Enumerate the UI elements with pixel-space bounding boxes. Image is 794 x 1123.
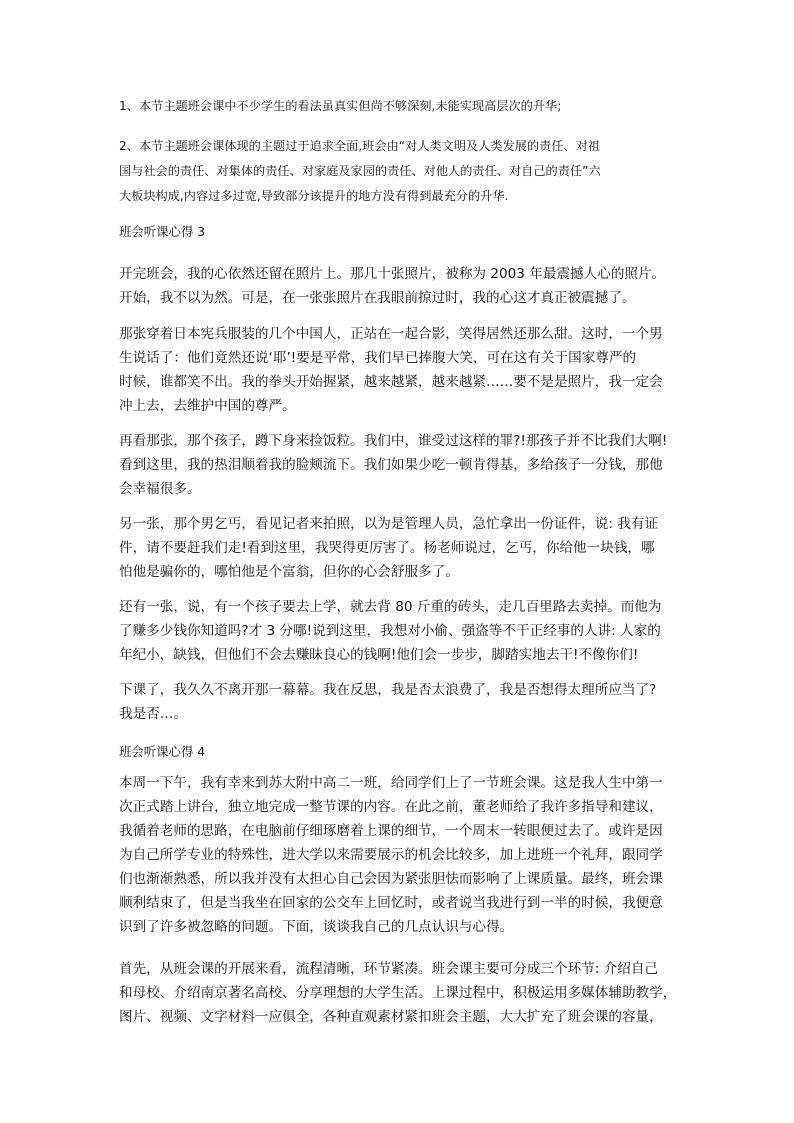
text-line: 开完班会，我的心依然还留在照片上。那几十张照片，被称为 2003 年最震撼人心的照片。	[119, 266, 666, 282]
text-line: 年纪小，缺钱，但他们不会去赚昧良心的钱啊!他们会一步步，脚踏实地去干!不像你们!	[119, 647, 639, 663]
text-line: 会幸福很多。	[119, 481, 201, 497]
text-line: 我循着老师的思路，在电脑前仔细琢磨着上课的细节，一个周末一转眼便过去了。或许是因	[119, 823, 663, 839]
paragraph	[119, 957, 679, 1029]
text-line: 件，请不要赶我们走!看到这里，我哭得更厉害了。杨老师说过，乞丐，你给他一块钱，哪	[119, 540, 655, 556]
section-heading-3: 班会听课心得 3	[119, 224, 206, 239]
text-line: 生说话了：他们竟然还说‘耶’!要是平常，我们早已捧腹大笑，可在这有关于国家尊严的	[119, 350, 637, 366]
section-heading-4: 班会听课心得 4	[119, 744, 206, 759]
text-line: 还有一张，说，有一个孩子要去上学，就去背 80 斤重的砖头，走几百里路去卖掉。而他为	[119, 599, 662, 615]
paragraph-summary-2	[119, 134, 679, 209]
paragraph	[119, 512, 679, 584]
paragraph	[119, 771, 679, 939]
text-line: 那张穿着日本宪兵服装的几个中国人，正站在一起合影，笑得居然还那么甜。这时，一个男	[119, 326, 663, 342]
paragraph-summary-1	[119, 94, 679, 119]
text-line: 冲上去，去维护中国的尊严。	[119, 398, 296, 414]
text-line: 看到这里，我的热泪顺着我的脸颊流下。我们如果少吃一顿肯得基，多给孩子一分钱，那他	[119, 457, 663, 473]
paragraph	[119, 429, 679, 501]
text-line: 了赚多少钱你知道吗?才 3 分哪!说到这里，我想对小偷、强盗等不干正经事的人讲: 人家的	[119, 623, 661, 639]
text-line: 再看那张，那个孩子，蹲下身来捡饭粒。我们中，谁受过这样的罪?!那孩子并不比我们大啊!	[119, 433, 668, 449]
text-line: 首先，从班会课的开展来看，流程清晰，环节紧凑。班会课主要可分成三个环节: 介绍自己	[119, 961, 659, 977]
text-line: 大板块构成,内容过多过宽,导致部分该提升的地方没有得到最充分的升华.	[119, 189, 509, 203]
text-line: 为自己所学专业的特殊性，进大学以来需要展示的机会比较多，加上进班一个礼拜，跟同学	[119, 847, 663, 863]
text-line: 另一张，那个男乞丐，看见记者来拍照，以为是管理人员，急忙拿出一份证件，说: 我有证	[119, 516, 659, 532]
text-line: 和母校、介绍南京著名高校、分享理想的大学生活。上课过程中，积极运用多媒体辅助教学，	[119, 985, 677, 1001]
text-line: 我是否…。	[119, 706, 187, 722]
text-line: 顺利结束了，但是当我坐在回家的公交车上回忆时，或者说当我进行到一半的时候，我便意	[119, 895, 663, 911]
text-line: 图片、视频、文字材料一应俱全，各种直观素材紧扣班会主题，大大扩充了班会课的容量，	[119, 1009, 663, 1025]
paragraph	[119, 322, 679, 418]
text-line: 开始，我不以为然。可是，在一张张照片在我眼前掠过时，我的心这才真正被震撼了。	[119, 290, 636, 306]
text-line: 国与社会的责任、对集体的责任、对家庭及家园的责任、对他人的责任、对自己的责任”六	[119, 164, 601, 178]
text-line: 下课了，我久久不离开那一幕幕。我在反思，我是否太浪费了，我是否想得太理所应当了?	[119, 682, 657, 698]
text-line: 们也渐渐熟悉，所以我并没有太担心自己会因为紧张胆怯而影响了上课质量。最终，班会课	[119, 871, 663, 887]
paragraph	[119, 595, 679, 667]
text-line: 识到了许多被忽略的问题。下面，谈谈我自己的几点认识与心得。	[119, 919, 514, 935]
paragraph	[119, 262, 679, 310]
text-line: 次正式踏上讲台，独立地完成一整节课的内容。在此之前，董老师给了我许多指导和建议，	[119, 799, 663, 815]
text-line: 1、本节主题班会课中不少学生的看法虽真实但尚不够深刻,未能实现高层次的升华;	[119, 99, 562, 113]
text-line: 时候，谁都笑不出。我的拳头开始握紧，越来越紧，越来越紧……要不是是照片，我一定会	[119, 374, 663, 390]
paragraph	[119, 678, 679, 726]
text-line: 本周一下午，我有幸来到苏大附中高二一班，给同学们上了一节班会课。这是我人生中第一	[119, 775, 663, 791]
text-line: 2、本节主题班会课体现的主题过于追求全面,班会由“对人类文明及人类发展的责任、对祖	[119, 139, 601, 153]
text-line: 怕他是骗你的，哪怕他是个富翁，但你的心会舒服多了。	[119, 564, 459, 580]
